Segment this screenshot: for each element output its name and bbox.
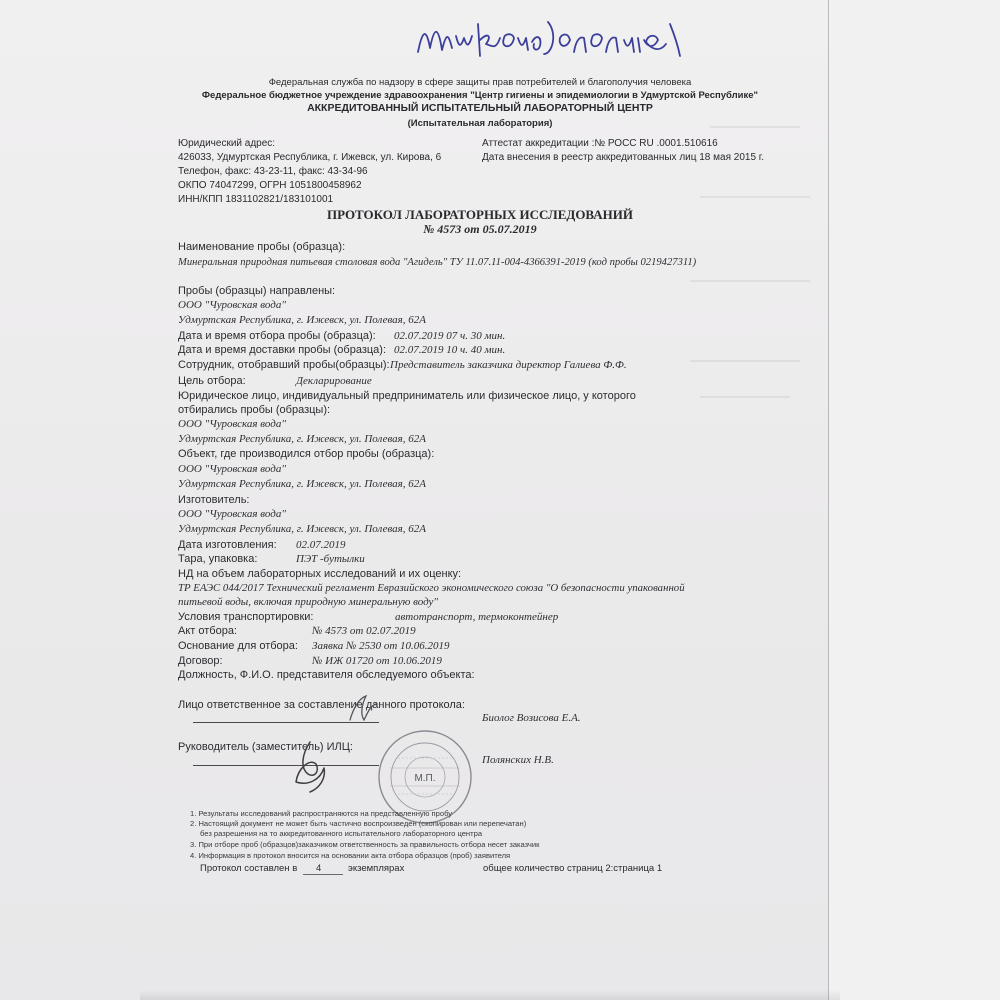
accreditation: Аттестат аккредитации :№ РОСС RU .0001.510616 <box>482 138 718 149</box>
manufacturer-address: Удмуртская Республика, г. Ижевск, ул. Полевая, 62А <box>178 523 426 535</box>
bleed-mark <box>690 360 800 362</box>
object-org: ООО "Чуровская вода" <box>178 463 286 475</box>
packaging-label: Тара, упаковка: <box>178 553 258 565</box>
act-label: Акт отбора: <box>178 625 237 637</box>
signature-mark <box>320 690 400 726</box>
address: 426033, Удмуртская Республика, г. Ижевск, ул. Кирова, 6 <box>178 152 442 163</box>
handwritten-note <box>408 14 708 64</box>
copies-prefix: Протокол составлен в <box>200 863 298 874</box>
legal-entity-address: Удмуртская Республика, г. Ижевск, ул. Полевая, 62А <box>178 433 426 445</box>
head-name: Полянских Н.В. <box>482 754 554 766</box>
responsible-name: Биолог Возисова Е.А. <box>482 712 581 724</box>
copies-count: 4 <box>316 863 322 874</box>
footnote-3: 3. При отборе проб (образцов)заказчиком ответственность за правильность отбора несет заказчик <box>190 840 540 849</box>
legal-entity-label-2: отбирались пробы (образцы): <box>178 404 331 416</box>
protocol-number: № 4573 от 05.07.2019 <box>423 222 537 236</box>
lab-center-name: АККРЕДИТОВАННЫЙ ИСПЫТАТЕЛЬНЫЙ ЛАБОРАТОРНЫЙ ЦЕНТР <box>307 102 653 114</box>
phone: Телефон, факс: 43-23-11, факс: 43-34-96 <box>178 166 368 177</box>
footnote-2b: без разрешения на то аккредитованного испытательного лабораторного центра <box>200 829 483 838</box>
nd-label: НД на объем лабораторных исследований и их оценку: <box>178 568 462 580</box>
contract: № ИЖ 01720 от 10.06.2019 <box>312 655 442 667</box>
legal-entity-label: Юридическое лицо, индивидуальный предприниматель или физическое лицо, у которого <box>178 390 636 402</box>
background-strip <box>829 0 1000 1000</box>
manufacturer-org: ООО "Чуровская вода" <box>178 508 286 520</box>
object-label: Объект, где производился отбор пробы (образца): <box>178 448 435 460</box>
legal-address-label: Юридический адрес: <box>178 138 276 149</box>
bleed-mark <box>690 280 810 282</box>
sent-by-label: Пробы (образцы) направлены: <box>178 285 336 297</box>
bleed-mark <box>700 396 790 398</box>
nd-line-2: питьевой воды, включая природную минеральную воду" <box>178 596 439 608</box>
transport-label: Условия транспортировки: <box>178 611 314 623</box>
nd-line-1: ТР ЕАЭС 044/2017 Технический регламент Евразийского экономического союза "О безопасности упакованной <box>178 582 685 594</box>
page-count: общее количество страниц 2:страница 1 <box>483 863 663 874</box>
packaging: ПЭТ -бутылки <box>296 553 365 565</box>
footnote-4: 4. Информация в протокол вносится на основании акта отбора образцов (проб) заявителя <box>190 851 511 860</box>
legal-entity-org: ООО "Чуровская вода" <box>178 418 286 430</box>
copies-underline <box>303 874 343 875</box>
object-address: Удмуртская Республика, г. Ижевск, ул. Полевая, 62А <box>178 478 426 490</box>
registry-date: Дата внесения в реестр аккредитованных лиц 18 мая 2015 г. <box>482 152 765 163</box>
inn: ИНН/КПП 1831102821/183101001 <box>178 194 334 205</box>
sampling-datetime-label: Дата и время отбора пробы (образца): <box>178 330 376 342</box>
sample-name-label: Наименование пробы (образца): <box>178 241 346 253</box>
basis: Заявка № 2530 от 10.06.2019 <box>312 640 450 652</box>
delivery-datetime: 02.07.2019 10 ч. 40 мин. <box>394 344 506 356</box>
purpose-label: Цель отбора: <box>178 375 246 387</box>
contract-label: Договор: <box>178 655 223 667</box>
manufacture-date-label: Дата изготовления: <box>178 539 277 551</box>
lab-subtitle: (Испытательная лаборатория) <box>407 118 553 129</box>
signature <box>280 738 360 794</box>
protocol-title: ПРОТОКОЛ ЛАБОРАТОРНЫХ ИССЛЕДОВАНИЙ <box>326 207 634 222</box>
delivery-datetime-label: Дата и время доставки пробы (образца): <box>178 344 387 356</box>
page-shadow <box>140 990 840 1000</box>
bleed-mark <box>700 196 810 198</box>
sent-by-org: ООО "Чуровская вода" <box>178 299 286 311</box>
act: № 4573 от 02.07.2019 <box>312 625 416 637</box>
sampler-label: Сотрудник, отобравший пробы(образцы): <box>178 359 390 371</box>
transport: автотранспорт, термоконтейнер <box>395 611 559 623</box>
footnote-1: 1. Результаты исследований распространяются на представленную пробу <box>190 809 453 818</box>
agency-name: Федеральная служба по надзору в сфере защиты прав потребителей и благополучия человека <box>268 77 692 88</box>
sampler: Представитель заказчика директор Галиева Ф.Ф. <box>390 359 627 371</box>
representative-label: Должность, Ф.И.О. представителя обследуемого объекта: <box>178 669 475 681</box>
copies-suffix: экземплярах <box>348 863 405 874</box>
manufacture-date: 02.07.2019 <box>296 539 346 551</box>
sample-name: Минеральная природная питьевая столовая вода "Агидель" ТУ 11.07.11-004-4366391-2019 (код пробы 0219427311) <box>178 257 697 268</box>
manufacturer-label: Изготовитель: <box>178 494 250 506</box>
footnote-2a: 2. Настоящий документ не может быть частично воспроизведен (скопирован или перепечатан) <box>190 819 527 828</box>
responsible-label: Лицо ответственное за составление данного протокола: <box>178 699 465 711</box>
basis-label: Основание для отбора: <box>178 640 298 652</box>
sampling-datetime: 02.07.2019 07 ч. 30 мин. <box>394 330 506 342</box>
sent-by-address: Удмуртская Республика, г. Ижевск, ул. Полевая, 62А <box>178 314 426 326</box>
institution-name: Федеральное бюджетное учреждение здравоохранения "Центр гигиены и эпидемиологии в Удмуртской Республике" <box>201 90 759 101</box>
okpo: ОКПО 74047299, ОГРН 1051800458962 <box>178 180 362 191</box>
purpose: Декларирование <box>296 375 372 387</box>
head-label: Руководитель (заместитель) ИЛЦ: <box>178 741 353 753</box>
stamp-label: М.П. <box>414 773 436 784</box>
